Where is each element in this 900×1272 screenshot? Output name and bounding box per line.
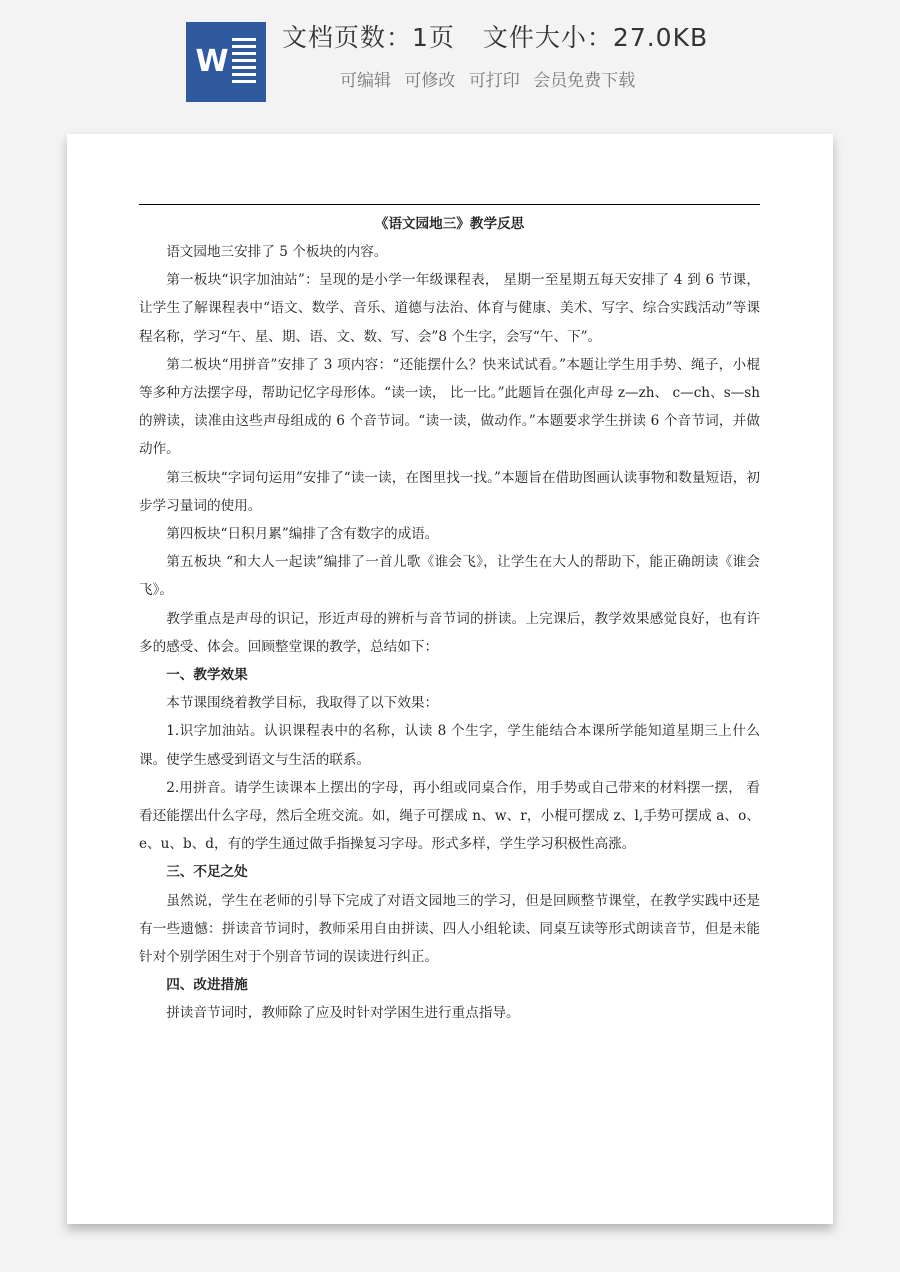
paragraph: 第三板块“字词句运用”安排了“读一读，在图里找一找。”本题旨在借助图画认读事物和数量短语，初步学习量词的使用。 (139, 469, 760, 514)
word-icon (186, 22, 266, 102)
paragraph: 虽然说，学生在老师的引导下完成了对语文园地三的学习，但是回顾整节课堂，在教学实践中还是有一些遗憾：拼读音节词时，教师采用自由拼读、四人小组轮读、同桌互读等形式朗读音节，但是未能针对个别学困生对于个别音节词的误读进行纠正。 (139, 892, 760, 966)
paragraph: 拼读音节词时，教师除了应及时针对学困生进行重点指导。 (166, 1005, 520, 1022)
section-heading: 四、改进措施 (166, 977, 248, 994)
paragraph: 第二板块“用拼音”安排了 3 项内容：“还能摆什么？快来试试看。”本题让学生用手势、绳子，小棍等多种方法摆字母，帮助记忆字母形体。“读一读， 比一比。”此题旨在强化声母 z—zh、 c—ch、s—sh 的辨读，读准由这些声母组成的 6 个音节词。“读一读，做动作。”本题要求学生拼读 6 个音节词，并做动作。 (139, 356, 760, 458)
document-title: 《语文园地三》教学反思 (374, 216, 525, 232)
paragraph: 教学重点是声母的识记，形近声母的辨析与音节词的拼读。上完课后，教学效果感觉良好，也有许多的感受、体会。回顾整堂课的教学，总结如下： (139, 610, 760, 655)
page-count: 文档页数：1页 (282, 23, 455, 52)
feature-member-download: 会员免费下载 (533, 71, 636, 91)
paragraph: 第一板块“识字加油站”：呈现的是小学一年级课程表， 星期一至星期五每天安排了 4 到 6 节课，让学生了解课程表中“语文、数学、音乐、道德与法治、体育与健康、美术、写字、综合实践活动”等课程名称，学习“午、星、期、语、文、数、写、会”8 个生字，会写“午、下”。 (139, 272, 760, 345)
section-heading: 三、不足之处 (166, 864, 248, 881)
document-page (67, 134, 833, 1224)
feature-editable: 可编辑 (340, 71, 391, 91)
feature-modifiable: 可修改 (404, 71, 456, 91)
feature-list (340, 66, 643, 91)
file-size: 文件大小：27.0KB (482, 23, 709, 52)
section-heading: 一、教学效果 (166, 667, 248, 684)
document-body (139, 210, 760, 1028)
paragraph: 第五板块 “和大人一起读”编排了一首儿歌《谁会飞》，让学生在大人的帮助下，能正确朗读《谁会飞》。 (139, 554, 760, 599)
download-header (0, 0, 900, 120)
paragraph: 2.用拼音。请学生读课本上摆出的字母，再小组或同桌合作，用手势或自己带来的材料摆一摆， 看看还能摆出什么字母，然后全班交流。如，绳子可摆成 n、w、r，小棍可摆成 z、l,手势可摆成 a、o、e、u、b、d，有的学生通过做手指操复习字母。形式多样，学生学习积极性高涨。 (139, 779, 760, 853)
header-rule (139, 204, 760, 205)
paragraph: 第四板块“日积月累”编排了含有数字的成语。 (166, 526, 439, 543)
feature-printable: 可打印 (468, 71, 520, 91)
paragraph: 本节课围绕着教学目标，我取得了以下效果： (166, 695, 439, 712)
file-info (282, 18, 736, 54)
paragraph: 语文园地三安排了 5 个板块的内容。 (166, 244, 388, 260)
paragraph: 1.识字加油站。认识课程表中的名称，认读 8 个生字，学生能结合本课所学能知道星期三上什么课。使学生感受到语文与生活的联系。 (139, 723, 760, 768)
word-icon-letter: W (193, 40, 231, 84)
